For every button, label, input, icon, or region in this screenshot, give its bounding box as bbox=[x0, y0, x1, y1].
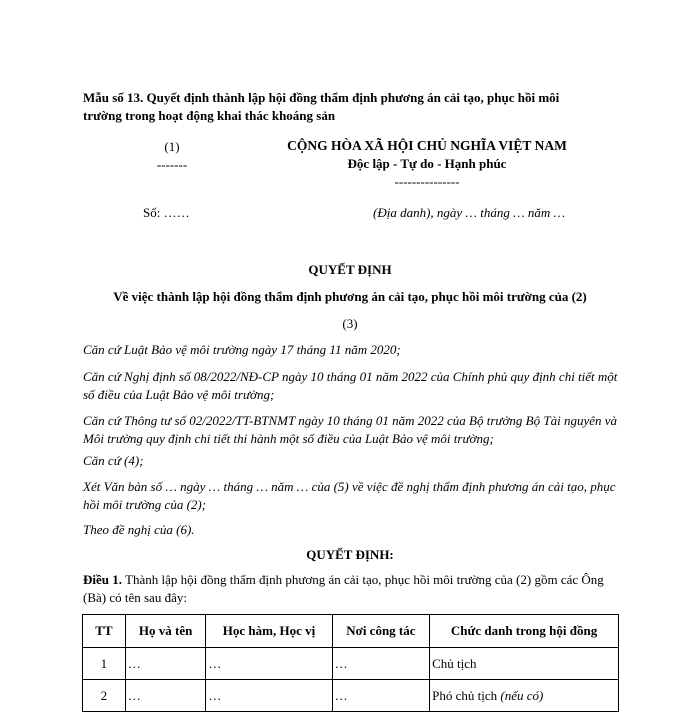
basis-proposal: Theo đề nghị của (6). bbox=[83, 522, 195, 537]
issuer-rule: ------- bbox=[156, 157, 188, 172]
article-1-label: Điều 1. bbox=[83, 572, 122, 587]
decision-heading: QUYẾT ĐỊNH: bbox=[306, 547, 394, 562]
basis-other: Căn cứ (4); bbox=[83, 453, 144, 468]
cell-workplace: … bbox=[332, 680, 429, 712]
table-row bbox=[83, 648, 619, 680]
form-heading-line-2: trường trong hoạt động khai thác khoáng sản bbox=[83, 108, 336, 123]
document-subject: Về việc thành lập hội đồng thẩm định phương án cải tạo, phục hồi môi trường của (2) bbox=[113, 289, 587, 304]
basis-request-letter: Xét Văn bản số … ngày … tháng … năm … của (5) về việc đề nghị thẩm định phương án cải tạo, phục hồi môi trường của (2); bbox=[83, 479, 616, 512]
document-number: Số: …… bbox=[143, 205, 190, 220]
authority-ref: (3) bbox=[342, 316, 358, 331]
issuer-ref: (1) bbox=[164, 139, 180, 154]
national-header bbox=[262, 137, 592, 191]
role-label: Chủ tịch bbox=[432, 655, 477, 671]
basis-circular: Căn cứ Thông tư số 02/2022/TT-BTNMT ngày 10 tháng 01 năm 2022 của Bộ trưởng Bộ Tài nguyên và Môi trường quy định chi tiết thi hành một số điều của Luật Bảo vệ môi trường; bbox=[83, 413, 618, 446]
cell-degree: … bbox=[206, 680, 332, 712]
national-name: CỘNG HÒA XÃ HỘI CHỦ NGHĨA VIỆT NAM bbox=[287, 138, 567, 153]
council-members-table bbox=[82, 614, 619, 712]
national-rule: --------------- bbox=[394, 174, 460, 189]
col-header-no: TT bbox=[83, 615, 126, 648]
national-motto: Độc lập - Tự do - Hạnh phúc bbox=[347, 156, 507, 171]
role-label: Phó chủ tịch bbox=[432, 687, 501, 703]
col-header-workplace: Nơi công tác bbox=[332, 615, 429, 648]
cell-no: 1 bbox=[83, 648, 126, 680]
cell-degree: … bbox=[206, 648, 332, 680]
cell-name: … bbox=[125, 648, 206, 680]
table-row bbox=[83, 680, 619, 712]
cell-workplace: … bbox=[332, 648, 429, 680]
form-heading bbox=[83, 89, 623, 125]
cell-no: 2 bbox=[83, 680, 126, 712]
article-1 bbox=[83, 571, 623, 607]
place-date: (Địa danh), ngày … tháng … năm … bbox=[373, 205, 566, 220]
role-note: (nếu có) bbox=[500, 687, 544, 703]
basis-decree: Căn cứ Nghị định số 08/2022/NĐ-CP ngày 10 tháng 01 năm 2022 của Chính phủ quy định chi tiết một số điều của Luật Bảo vệ môi trường; bbox=[83, 369, 618, 402]
col-header-name: Họ và tên bbox=[125, 615, 206, 648]
table-header-row bbox=[83, 615, 619, 648]
cell-role bbox=[430, 648, 619, 680]
document-title: QUYẾT ĐỊNH bbox=[308, 262, 392, 277]
article-1-text: Thành lập hội đồng thẩm định phương án cải tạo, phục hồi môi trường của (2) gồm các Ông (Bà) có tên sau đây: bbox=[83, 572, 604, 605]
issuer-block bbox=[150, 138, 194, 174]
form-heading-line-1: Mẫu số 13. Quyết định thành lập hội đồng thẩm định phương án cải tạo, phục hồi môi bbox=[83, 90, 560, 105]
basis-law: Căn cứ Luật Bảo vệ môi trường ngày 17 tháng 11 năm 2020; bbox=[83, 342, 401, 357]
col-header-degree: Học hàm, Học vị bbox=[206, 615, 332, 648]
cell-name: … bbox=[125, 680, 206, 712]
col-header-role: Chức danh trong hội đồng bbox=[430, 615, 619, 648]
cell-role bbox=[430, 680, 619, 712]
